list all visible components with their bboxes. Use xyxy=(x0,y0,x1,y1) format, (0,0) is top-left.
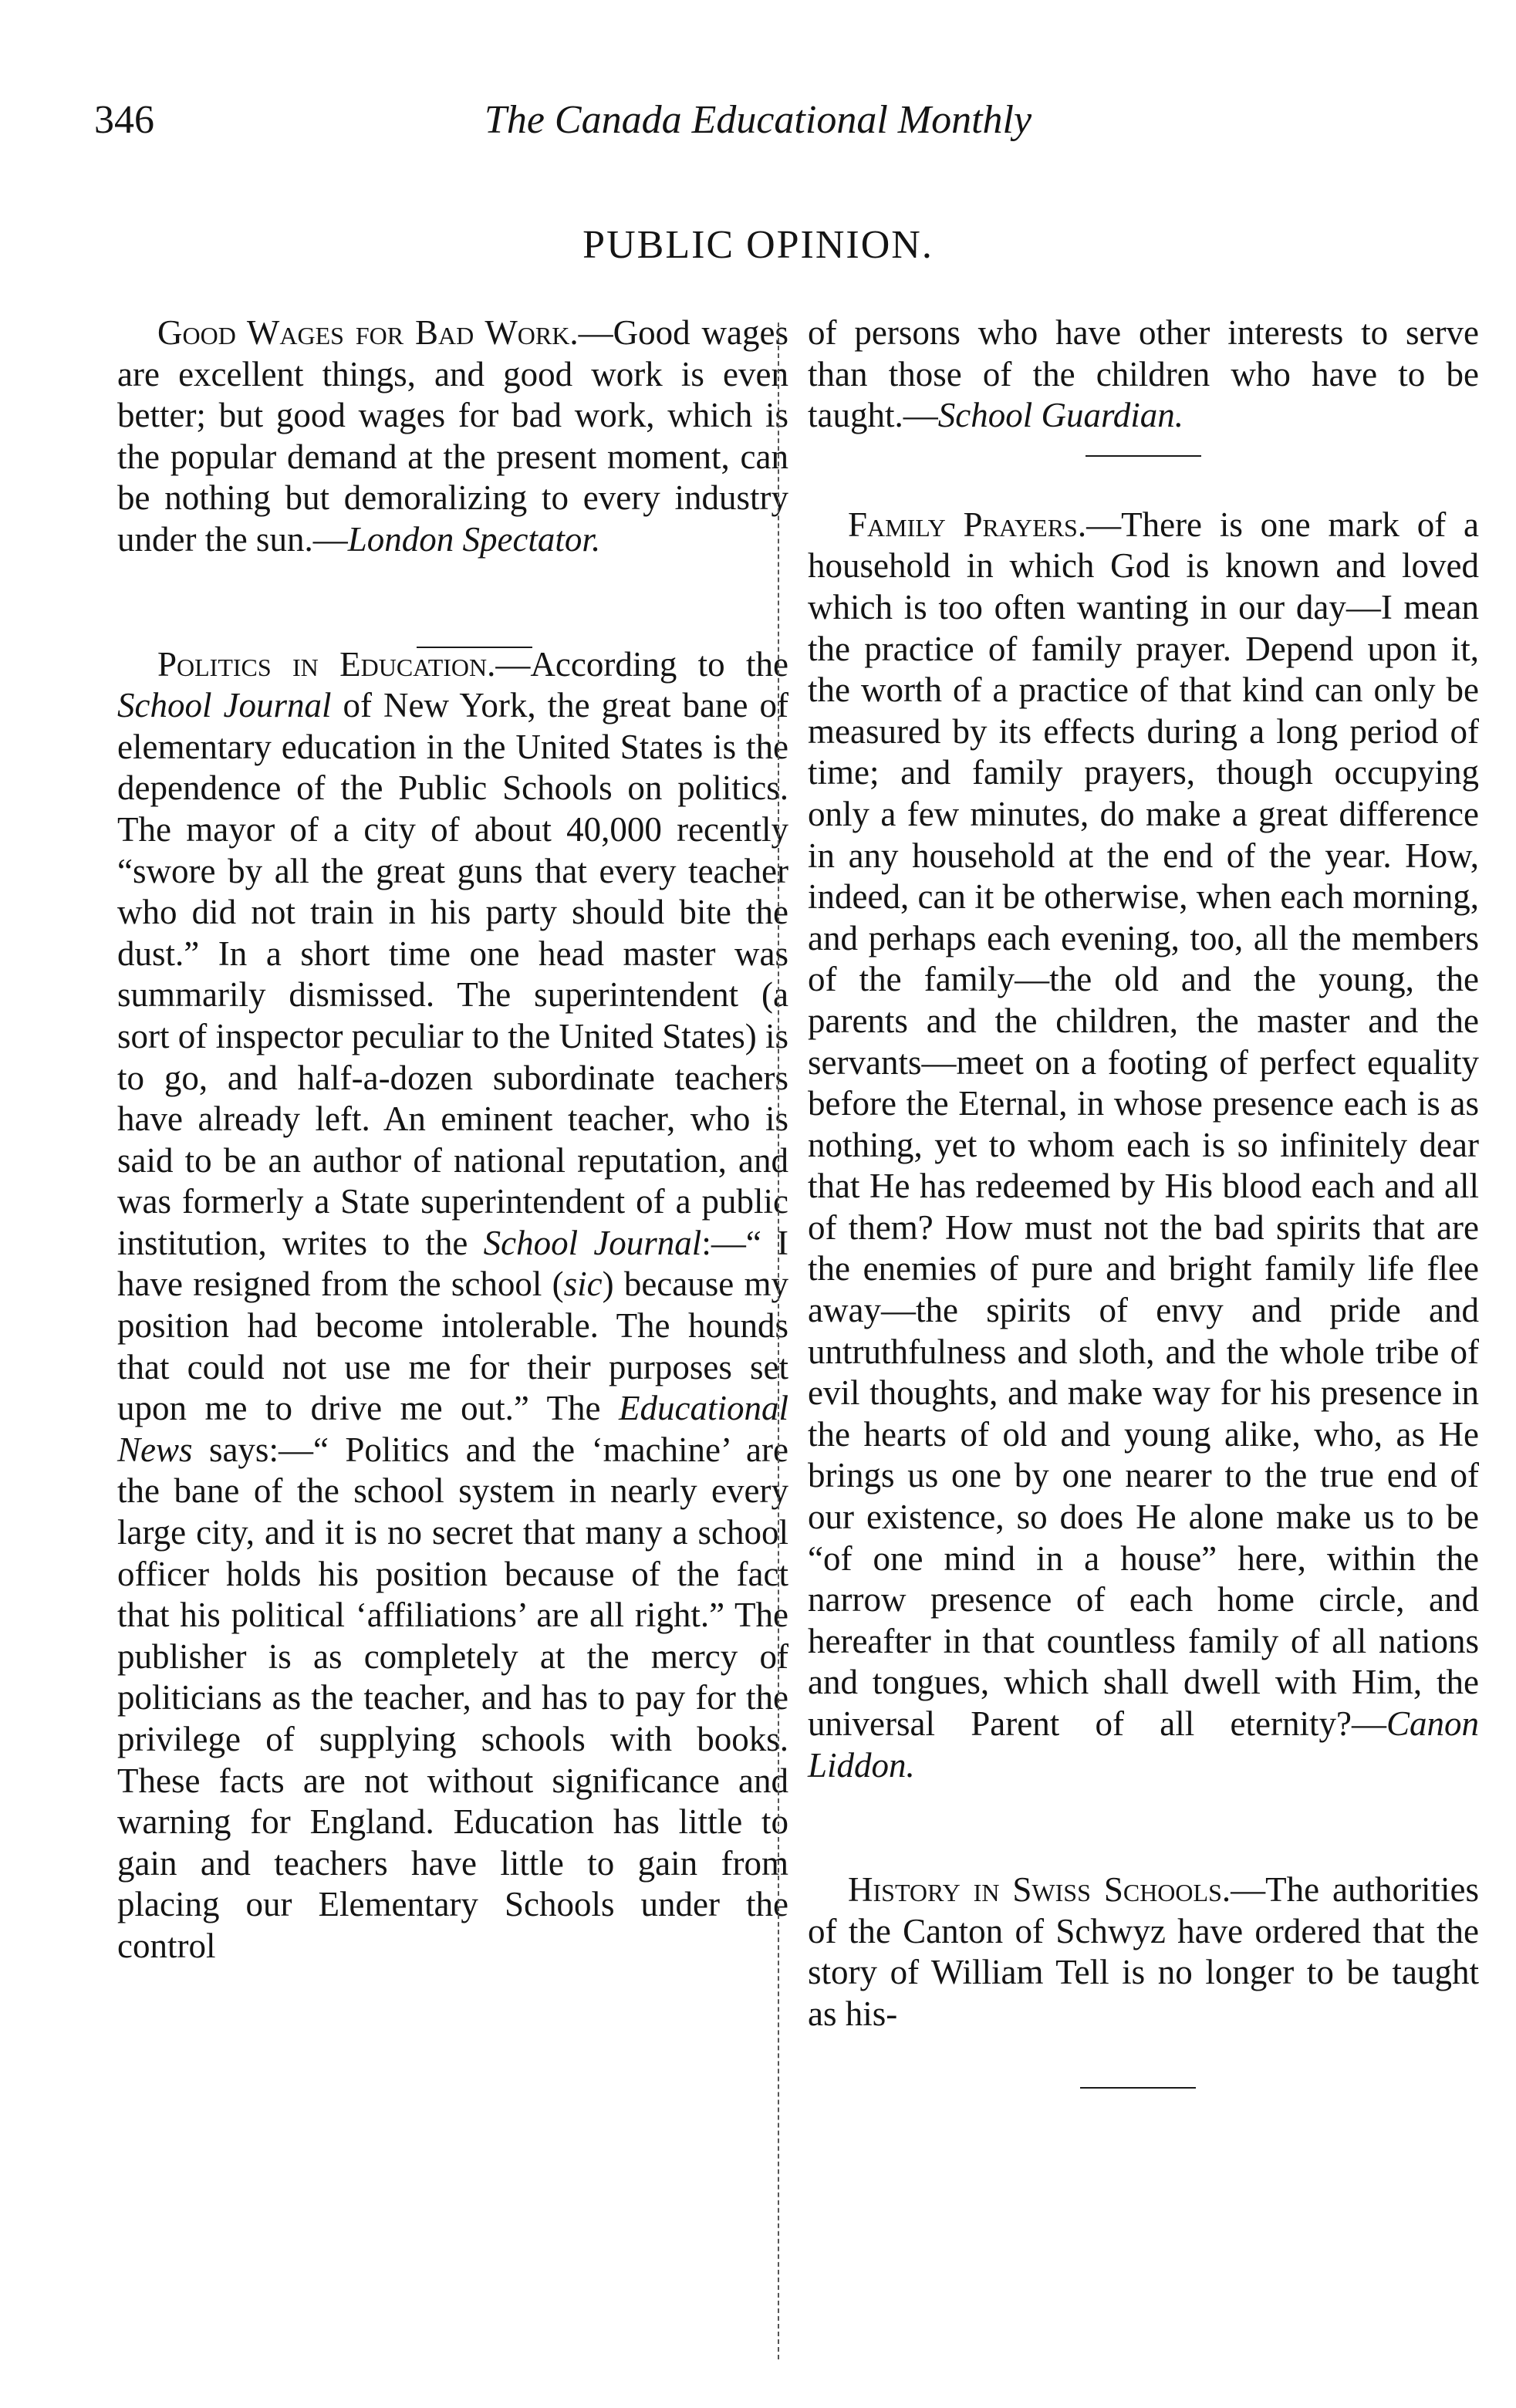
article-body-part: :—“ I have resigned from the school ( xyxy=(117,1223,788,1304)
article-body: of persons who have other interests to serve than those of the children who have to be taught.— xyxy=(808,313,1479,435)
journal-title: School Journal xyxy=(483,1223,702,1262)
article-heading: History in Swiss Schools. xyxy=(848,1870,1231,1910)
separator-rule xyxy=(417,647,532,648)
article-history-swiss-schools xyxy=(808,1869,1479,2035)
article-body: —The authorities of the Canton of Schwyz have ordered that the story of William Tell is no longer to be taught as his- xyxy=(808,1870,1479,2033)
article-body-part: says:—“ Politics and the ‘machine’ are the bane of the school system in nearly every large city, and it is no secret that many a school officer holds his position because of the fact that his political ‘affiliations’ are all right.” The publisher is as completely at the mercy of politicians as the teacher, and has to pay for the privilege of supplying schools with books. These facts are not without significance and warning for England. Education has little to gain and teachers have little to gain from placing our Elementary Schools under the control xyxy=(117,1430,788,1965)
article-heading: Politics in Education. xyxy=(157,644,496,684)
article-continuation xyxy=(808,312,1479,437)
article-separator xyxy=(808,1786,1479,1869)
article-heading: Good Wages for Bad Work. xyxy=(157,313,579,352)
separator-rule xyxy=(1086,455,1201,457)
article-body-part: of New York, the great bane of elementary education in the United States is the dependence of the Public Schools on politics. The mayor of a city of about 40,000 recently “swore by all the great guns that every teacher who did not train in his party should bite the dust.” In a short time one head master was summarily dismissed. The superintendent (a sort of inspector peculiar to the United States) is to go, and half-a-dozen subordinate teachers have already left. An eminent teacher, who is said to be an author of national reputation, and was formerly a State superintendent of a public institution, writes to the xyxy=(117,686,789,1262)
article-source: Canon Liddon. xyxy=(808,1704,1479,1785)
journal-title: Educational News xyxy=(117,1389,788,1469)
article-good-wages xyxy=(117,312,788,561)
article-family-prayers xyxy=(808,505,1479,1786)
article-body-part: —According to the xyxy=(495,644,788,684)
sic-note: sic xyxy=(563,1265,603,1304)
article-source: London Spectator. xyxy=(347,519,601,559)
article-body: —Good wages are excellent things, and good work is even better; but good wages for bad work, which is the popular demand at the present moment, can be nothing but demoralizing to every industry under the sun.— xyxy=(117,313,788,559)
journal-title: School Journal xyxy=(117,686,332,725)
section-title: PUBLIC OPINION. xyxy=(582,223,934,267)
article-source: School Guardian. xyxy=(937,396,1184,435)
article-body-part: ) because my position had become intolerable. The hounds that could not use me for their purposes set upon me to drive me out.” The xyxy=(117,1265,788,1428)
article-heading: Family Prayers. xyxy=(848,505,1087,544)
right-column xyxy=(808,312,1479,2035)
page-number: 346 xyxy=(94,98,154,142)
article-separator xyxy=(117,561,788,644)
running-title: The Canada Educational Monthly xyxy=(484,98,1032,142)
separator-rule xyxy=(1080,2087,1196,2089)
article-body: —There is one mark of a household in which God is known and loved which is too often wanting in our day—I mean the practice of family prayer. Depend upon it, the worth of a practice of that kind can only be measured by its effects during a long period of time; and family prayers, though occupying only a few minutes, do make a great difference in any household at the end of the year. How, indeed, can it be otherwise, when each morning, and perhaps each evening, too, all the members of the family—the old and the young, the parents and the children, the master and the servants—meet on a footing of perfect equality before the Eternal, in whose presence each is as nothing, yet to whom each is so infinitely dear that He has redeemed by His blood each and all of them? How must not the bad spirits that are the enemies of pure and bright family life flee away—the spirits of envy and pride and untruthfulness and sloth, and the whole tribe of evil thoughts, and make way for his presence in the hearts of old and young alike, who, as He brings us one by one nearer to the true end of our existence, so does He alone make us to be “of one mind in a house” here, within the narrow presence of each home circle, and hereafter in that countless family of all nations and tongues, which shall dwell with Him, the universal Parent of all eternity?— xyxy=(808,505,1479,1743)
left-column xyxy=(117,312,788,1967)
column-divider xyxy=(778,323,779,2359)
article-politics-in-education xyxy=(117,644,788,1967)
